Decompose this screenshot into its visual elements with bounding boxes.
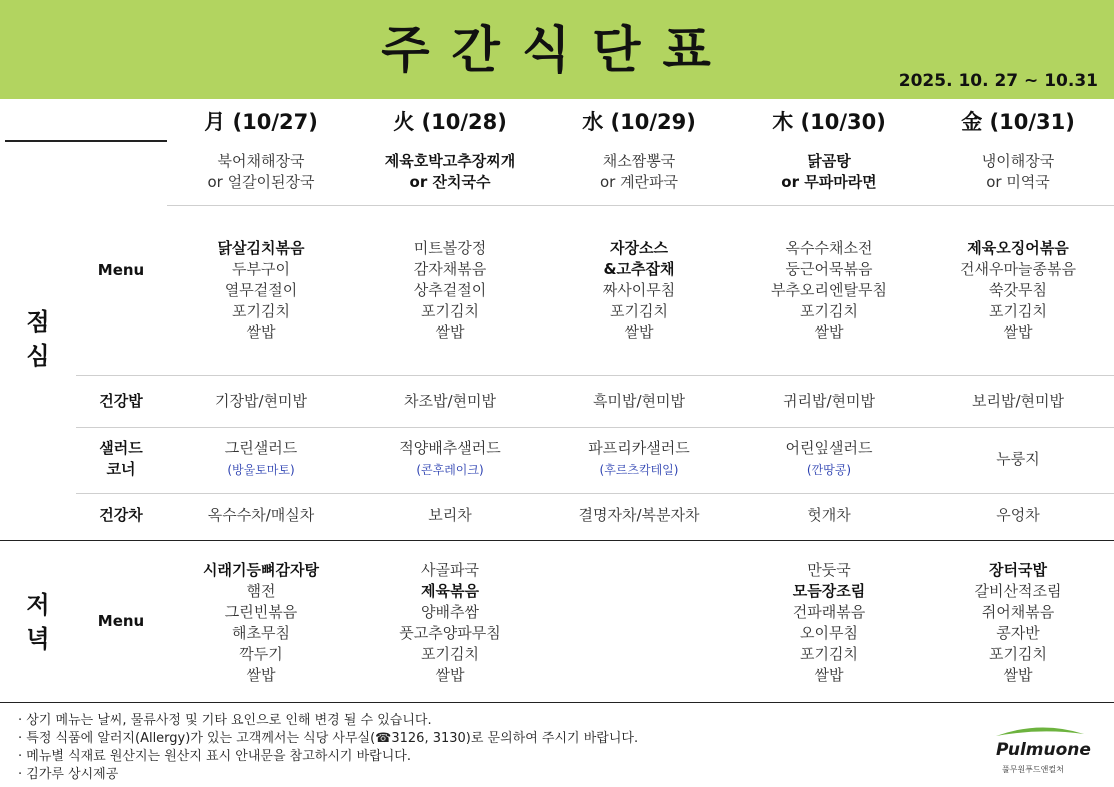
menu-item: 쌀밥 bbox=[814, 323, 844, 341]
menu-item: 해초무침 bbox=[232, 624, 290, 642]
menu-item: 오이무침 bbox=[800, 624, 858, 642]
salad-cell bbox=[544, 438, 734, 481]
soup-cell bbox=[923, 151, 1113, 193]
logo-subtitle: 풀무원푸드앤컬처 bbox=[1002, 765, 1064, 774]
menu-item: 양배추쌈 bbox=[421, 603, 479, 621]
menu-item: 둥근어묵볶음 bbox=[785, 260, 873, 278]
dinner-menu-label: Menu bbox=[97, 612, 145, 630]
salad-topping: (방울토마토) bbox=[227, 463, 295, 477]
menu-item: 자장소스 bbox=[610, 239, 668, 257]
menu-item: 햄전 bbox=[246, 582, 276, 600]
lunch-label bbox=[0, 305, 76, 373]
footnote: · 특정 식품에 알러지(Allergy)가 있는 고객께서는 식당 사무실(☎3126, 3130)로 문의하여 주시기 바랍니다. bbox=[18, 731, 639, 746]
page-title: 주간식단표 bbox=[381, 21, 733, 79]
health-tea-cell: 보리차 bbox=[428, 506, 472, 524]
footnote: · 김가루 상시제공 bbox=[18, 767, 119, 782]
menu-item: 쌀밥 bbox=[814, 666, 844, 684]
menu-item: 쌀밥 bbox=[624, 323, 654, 341]
day-header-tue: 火 (10/28) bbox=[393, 110, 507, 134]
menu-item: 장터국밥 bbox=[989, 561, 1047, 579]
footnote: · 상기 메뉴는 날씨, 물류사정 및 기타 요인으로 인해 변경 될 수 있습니다. bbox=[18, 713, 432, 728]
health-rice-cell: 보리밥/현미밥 bbox=[972, 392, 1064, 410]
soup-main: 닭곰탕 bbox=[807, 152, 851, 170]
menu-item: 쑥갓무침 bbox=[989, 281, 1047, 299]
soup-alt: or 미역국 bbox=[986, 173, 1050, 191]
salad-corner-label bbox=[76, 438, 166, 480]
salad-name: 적양배추샐러드 bbox=[399, 439, 501, 457]
menu-item: 감자채볶음 bbox=[413, 260, 487, 278]
day-header-wed: 水 (10/29) bbox=[582, 110, 696, 134]
menu-item: 포기김치 bbox=[800, 645, 858, 663]
dinner-menu-cell bbox=[355, 560, 545, 686]
dinner-menu-cell bbox=[923, 560, 1113, 686]
lunch-label-char-1: 점 bbox=[26, 308, 50, 336]
menu-item: 건파래볶음 bbox=[792, 603, 866, 621]
health-rice-cell: 차조밥/현미밥 bbox=[404, 392, 496, 410]
menu-item: 만둣국 bbox=[807, 561, 851, 579]
lunch-menu-cell bbox=[734, 238, 924, 343]
menu-item: 포기김치 bbox=[421, 302, 479, 320]
table-bottom-rule bbox=[0, 702, 1114, 703]
salad-cell bbox=[166, 438, 356, 481]
day-header-mon: 月 (10/27) bbox=[204, 110, 318, 134]
health-tea-cell: 옥수수차/매실차 bbox=[207, 506, 315, 524]
menu-item: 포기김치 bbox=[232, 302, 290, 320]
menu-item: 건새우마늘종볶음 bbox=[960, 260, 1076, 278]
menu-item: 쌀밥 bbox=[435, 323, 465, 341]
salad-cell bbox=[355, 438, 545, 481]
dinner-label bbox=[0, 588, 76, 656]
salad-name: 그린샐러드 bbox=[224, 439, 298, 457]
menu-item: 짜사이무침 bbox=[602, 281, 676, 299]
soup-main: 채소짬뽕국 bbox=[602, 152, 676, 170]
dinner-menu-cell bbox=[166, 560, 356, 686]
lunch-menu-cell bbox=[544, 238, 734, 343]
header-rule bbox=[5, 140, 167, 142]
soup-alt: or 얼갈이된장국 bbox=[207, 173, 315, 191]
lunch-dinner-divider bbox=[0, 540, 1114, 541]
menu-item: 쌀밥 bbox=[435, 666, 465, 684]
menu-item: &고추잡채 bbox=[603, 260, 675, 278]
pulmuone-logo bbox=[990, 724, 1090, 780]
health-tea-cell: 결명자차/복분자차 bbox=[578, 506, 700, 524]
menu-item: 옥수수채소전 bbox=[785, 239, 873, 257]
menu-item: 포기김치 bbox=[989, 645, 1047, 663]
soup-cell bbox=[166, 151, 356, 193]
lunch-label-char-2: 심 bbox=[26, 342, 50, 370]
menu-item: 쌀밥 bbox=[246, 666, 276, 684]
lunch-menu-cell bbox=[923, 238, 1113, 343]
salad-name: 누룽지 bbox=[996, 450, 1040, 468]
menu-divider bbox=[76, 375, 1114, 376]
menu-item: 깍두기 bbox=[239, 645, 283, 663]
dinner-menu-cell bbox=[734, 560, 924, 686]
salad-name: 파프리카샐러드 bbox=[588, 439, 690, 457]
salad-corner-label-line-2: 코너 bbox=[106, 460, 136, 478]
soup-main: 북어채해장국 bbox=[217, 152, 305, 170]
salad-cell bbox=[923, 449, 1113, 470]
menu-item: 그린빈볶음 bbox=[224, 603, 298, 621]
footnote: · 메뉴별 식재료 원산지는 원산지 표시 안내문을 참고하시기 바랍니다. bbox=[18, 749, 411, 764]
menu-item: 풋고추양파무침 bbox=[399, 624, 501, 642]
health-tea-cell: 헛개차 bbox=[807, 506, 851, 524]
soup-cell bbox=[734, 151, 924, 193]
footnotes bbox=[18, 712, 638, 784]
health-rice-label: 건강밥 bbox=[99, 392, 143, 410]
menu-item: 제육오징어볶음 bbox=[967, 239, 1069, 257]
menu-item: 시래기등뼈감자탕 bbox=[203, 561, 319, 579]
dinner-label-char-2: 녁 bbox=[26, 625, 50, 653]
soup-main: 제육호박고추장찌개 bbox=[384, 152, 516, 170]
title-banner bbox=[0, 0, 1114, 99]
salad-cell bbox=[734, 438, 924, 481]
leaf-arc-icon bbox=[994, 724, 1086, 740]
day-header-fri: 金 (10/31) bbox=[961, 110, 1075, 134]
health-rice-cell: 흑미밥/현미밥 bbox=[593, 392, 685, 410]
health-tea-cell: 우엉차 bbox=[996, 506, 1040, 524]
soup-alt: or 잔치국수 bbox=[409, 173, 491, 191]
day-header-thu: 木 (10/30) bbox=[772, 110, 886, 134]
salad-topping: (콘후레이크) bbox=[416, 463, 484, 477]
menu-item: 부추오리엔탈무침 bbox=[771, 281, 887, 299]
menu-item: 제육볶음 bbox=[421, 582, 479, 600]
lunch-menu-label: Menu bbox=[97, 261, 145, 279]
menu-item: 닭살김치볶음 bbox=[217, 239, 305, 257]
menu-item: 쌀밥 bbox=[1003, 323, 1033, 341]
salad-topping: (깐땅콩) bbox=[806, 463, 852, 477]
menu-item: 쥐어채볶음 bbox=[981, 603, 1055, 621]
health-rice-cell: 귀리밥/현미밥 bbox=[783, 392, 875, 410]
menu-item: 쌀밥 bbox=[246, 323, 276, 341]
soup-divider bbox=[167, 205, 1114, 206]
lunch-menu-cell bbox=[355, 238, 545, 343]
soup-alt: or 무파마라면 bbox=[781, 173, 877, 191]
salad-name: 어린잎샐러드 bbox=[785, 439, 873, 457]
menu-item: 포기김치 bbox=[421, 645, 479, 663]
menu-item: 포기김치 bbox=[610, 302, 668, 320]
health-rice-cell: 기장밥/현미밥 bbox=[215, 392, 307, 410]
menu-item: 콩자반 bbox=[996, 624, 1040, 642]
soup-cell bbox=[544, 151, 734, 193]
lunch-menu-cell bbox=[166, 238, 356, 343]
logo-wordmark: Pulmuone bbox=[996, 740, 1091, 760]
menu-item: 모듬장조림 bbox=[792, 582, 866, 600]
soup-alt: or 계란파국 bbox=[599, 173, 679, 191]
soup-main: 냉이해장국 bbox=[981, 152, 1055, 170]
menu-item: 갈비산적조림 bbox=[974, 582, 1062, 600]
salad-corner-label-line-1: 샐러드 bbox=[99, 439, 143, 457]
menu-item: 미트볼강정 bbox=[413, 239, 487, 257]
dinner-label-char-1: 저 bbox=[26, 591, 50, 619]
menu-item: 두부구이 bbox=[232, 260, 290, 278]
salad-topping: (후르츠칵테일) bbox=[599, 463, 679, 477]
menu-item: 열무겉절이 bbox=[224, 281, 298, 299]
menu-item: 상추겉절이 bbox=[413, 281, 487, 299]
menu-item: 포기김치 bbox=[800, 302, 858, 320]
date-range: 2025. 10. 27 ~ 10.31 bbox=[898, 71, 1098, 91]
menu-item: 사골파국 bbox=[421, 561, 479, 579]
salad-divider bbox=[76, 493, 1114, 494]
health-tea-label: 건강차 bbox=[99, 506, 143, 524]
menu-item: 쌀밥 bbox=[1003, 666, 1033, 684]
menu-item: 포기김치 bbox=[989, 302, 1047, 320]
soup-cell bbox=[355, 151, 545, 193]
rice-divider bbox=[76, 427, 1114, 428]
